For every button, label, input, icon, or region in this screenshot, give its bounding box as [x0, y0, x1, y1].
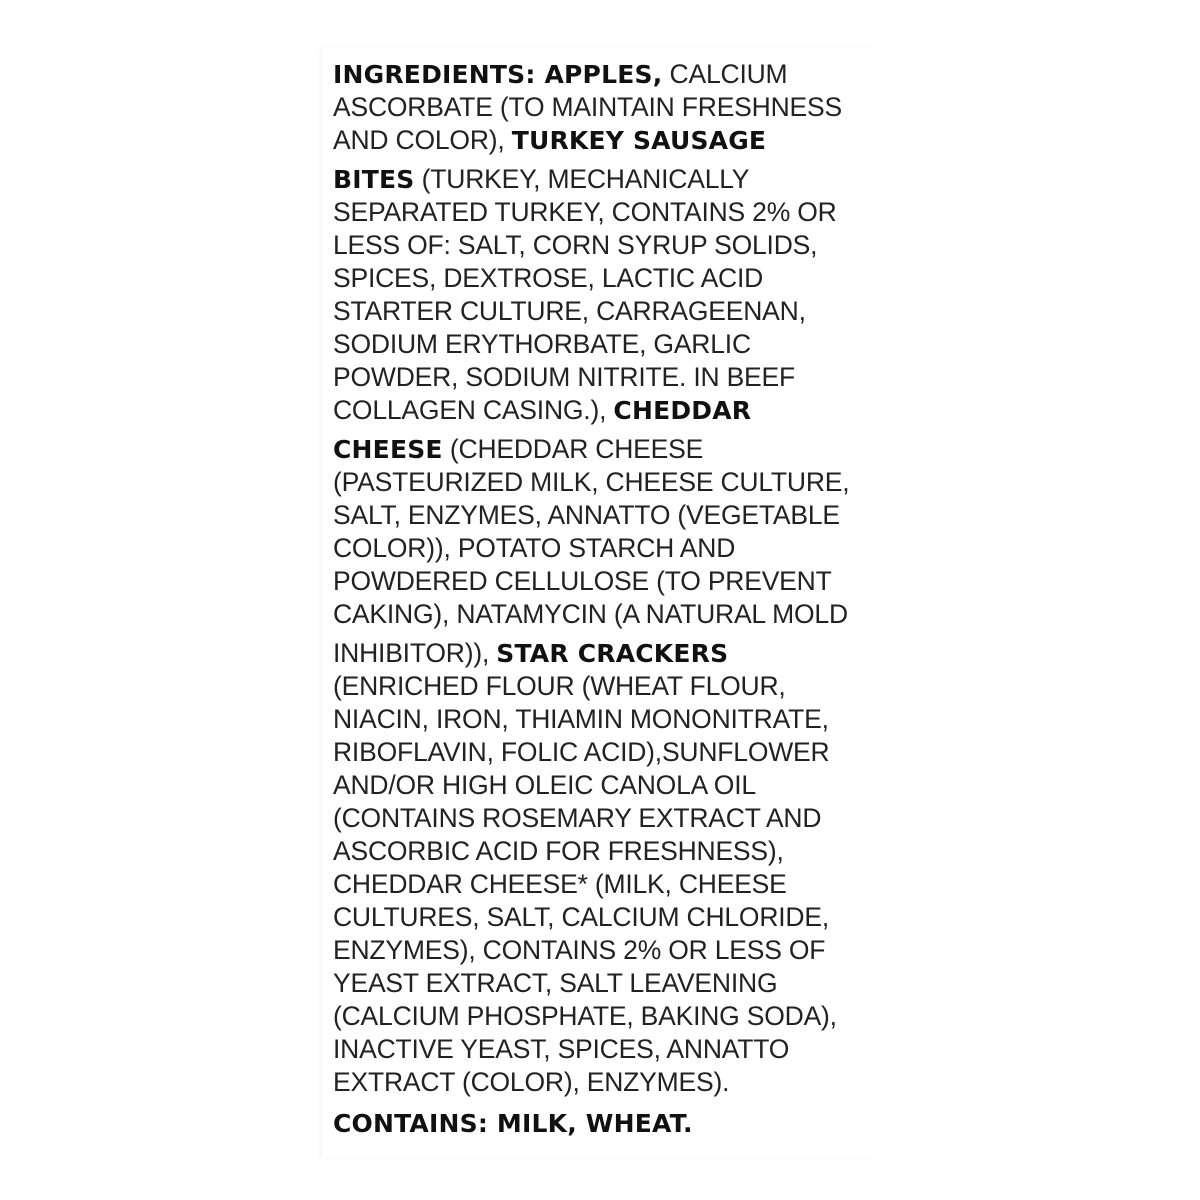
ingredient-text: (CONTAINS ROSEMARY EXTRACT AND — [333, 803, 822, 833]
ingredient-line — [333, 295, 878, 328]
ingredient-text: YEAST EXTRACT, SALT LEAVENING — [333, 968, 778, 998]
ingredient-text: INHIBITOR)), — [333, 638, 497, 668]
ingredient-line — [333, 703, 878, 736]
ingredient-line — [333, 58, 878, 91]
ingredient-text: (PASTEURIZED MILK, CHEESE CULTURE, — [333, 467, 850, 497]
ingredient-line — [333, 229, 878, 262]
allergen-statement: CONTAINS: MILK, WHEAT. — [333, 1109, 693, 1138]
ingredient-text: RIBOFLAVIN, FOLIC ACID),SUNFLOWER — [333, 737, 830, 767]
ingredient-line — [333, 262, 878, 295]
ingredient-line — [333, 328, 878, 361]
ingredient-line — [333, 802, 878, 835]
ingredient-line — [333, 637, 878, 670]
ingredient-line — [333, 1000, 878, 1033]
bold-ingredient-text: STAR CRACKERS — [496, 639, 729, 668]
bold-ingredient-text: CHEESE — [333, 435, 443, 464]
ingredient-line — [333, 934, 878, 967]
ingredient-text: EXTRACT (COLOR), ENZYMES). — [333, 1067, 730, 1097]
ingredient-line — [333, 124, 878, 157]
ingredient-line — [333, 1033, 878, 1066]
ingredient-line — [333, 361, 878, 394]
ingredient-line — [333, 1066, 878, 1099]
ingredient-line — [333, 670, 878, 703]
ingredient-text: (TURKEY, MECHANICALLY — [414, 164, 750, 194]
ingredient-text: NIACIN, IRON, THIAMIN MONONITRATE, — [333, 704, 829, 734]
ingredient-text: SODIUM ERYTHORBATE, GARLIC — [333, 329, 751, 359]
ingredient-text: AND COLOR), — [333, 125, 512, 155]
ingredient-text: POWDERED CELLULOSE (TO PREVENT — [333, 566, 832, 596]
ingredient-text: SALT, ENZYMES, ANNATTO (VEGETABLE — [333, 500, 840, 530]
ingredient-line — [333, 868, 878, 901]
ingredient-text: ASCORBIC ACID FOR FRESHNESS), — [333, 836, 784, 866]
bold-ingredient-text: TURKEY SAUSAGE — [511, 126, 767, 155]
ingredient-text: ENZYMES), CONTAINS 2% OR LESS OF — [333, 935, 826, 965]
ingredients-text — [333, 58, 878, 1099]
ingredient-line — [333, 565, 878, 598]
ingredient-line — [333, 163, 878, 196]
bold-ingredient-text: BITES — [333, 165, 415, 194]
ingredient-text: SPICES, DEXTROSE, LACTIC ACID — [333, 263, 764, 293]
ingredient-text: CAKING), NATAMYCIN (A NATURAL MOLD — [333, 599, 848, 629]
ingredient-text: ASCORBATE (TO MAINTAIN FRESHNESS — [333, 92, 842, 122]
ingredient-text: (CALCIUM PHOSPHATE, BAKING SODA), — [333, 1001, 837, 1031]
ingredients-list — [333, 58, 878, 1140]
ingredient-text: CULTURES, SALT, CALCIUM CHLORIDE, — [333, 902, 830, 932]
ingredient-text: LESS OF: SALT, CORN SYRUP SOLIDS, — [333, 230, 818, 260]
ingredient-line — [333, 91, 878, 124]
ingredient-text: POWDER, SODIUM NITRITE. IN BEEF — [333, 362, 795, 392]
ingredient-text: COLLAGEN CASING.), — [333, 395, 614, 425]
ingredient-line — [333, 901, 878, 934]
ingredient-text: (CHEDDAR CHEESE — [442, 434, 704, 464]
ingredient-line — [333, 736, 878, 769]
ingredient-text: SEPARATED TURKEY, CONTAINS 2% OR — [333, 197, 837, 227]
ingredient-line — [333, 499, 878, 532]
ingredient-text: COLOR)), POTATO STARCH AND — [333, 533, 736, 563]
ingredient-line — [333, 394, 878, 427]
bold-ingredient-text: INGREDIENTS: APPLES, — [333, 60, 663, 89]
ingredient-line — [333, 433, 878, 466]
bold-ingredient-text: CHEDDAR — [613, 396, 752, 425]
ingredient-line — [333, 466, 878, 499]
ingredient-text: AND/OR HIGH OLEIC CANOLA OIL — [333, 770, 756, 800]
ingredient-line — [333, 598, 878, 631]
ingredient-line — [333, 196, 878, 229]
ingredient-text: STARTER CULTURE, CARRAGEENAN, — [333, 296, 806, 326]
ingredient-text: CALCIUM — [662, 59, 788, 89]
ingredient-line — [333, 769, 878, 802]
ingredient-text: CHEDDAR CHEESE* (MILK, CHEESE — [333, 869, 787, 899]
ingredient-text: (ENRICHED FLOUR (WHEAT FLOUR, — [333, 671, 786, 701]
ingredient-line — [333, 967, 878, 1000]
ingredient-line — [333, 532, 878, 565]
ingredient-text: INACTIVE YEAST, SPICES, ANNATTO — [333, 1034, 790, 1064]
ingredient-line — [333, 835, 878, 868]
